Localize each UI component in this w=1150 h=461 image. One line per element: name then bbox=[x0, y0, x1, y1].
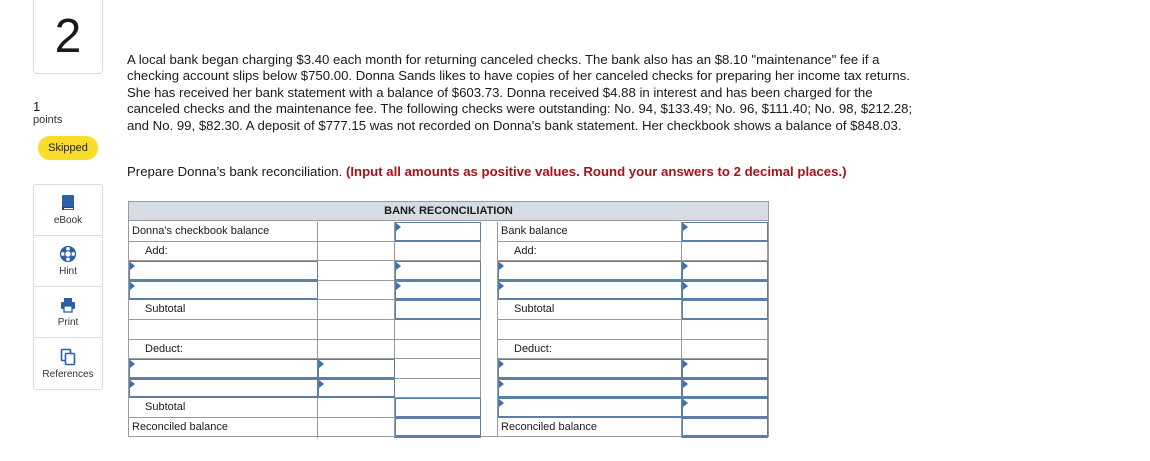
ebook-label: eBook bbox=[53, 215, 83, 226]
right-add-item-2-select[interactable] bbox=[498, 281, 682, 301]
left-subtotal-2-input[interactable] bbox=[395, 398, 481, 418]
right-add-amount-1-input[interactable] bbox=[682, 261, 768, 281]
left-deduct-label: Deduct: bbox=[129, 340, 318, 360]
blank-cell bbox=[318, 340, 395, 360]
left-deduct-amount-1-input[interactable] bbox=[318, 359, 395, 379]
left-add-item-2-select[interactable] bbox=[129, 281, 318, 301]
left-add-amount-2-input[interactable] bbox=[395, 281, 481, 301]
left-add-item-1-select[interactable] bbox=[129, 261, 318, 281]
right-add-amount-2-input[interactable] bbox=[682, 281, 768, 301]
left-add-amount-1-input[interactable] bbox=[395, 261, 481, 281]
right-deduct-label: Deduct: bbox=[498, 340, 682, 360]
printer-icon bbox=[59, 296, 77, 314]
left-subtotal-1-label: Subtotal bbox=[129, 300, 318, 320]
hint-button[interactable] bbox=[34, 236, 102, 287]
blank-cell bbox=[129, 320, 318, 340]
center-divider bbox=[481, 222, 498, 437]
blank-cell bbox=[318, 398, 395, 418]
bank-balance-input[interactable] bbox=[682, 222, 768, 242]
tools-panel bbox=[33, 184, 103, 390]
left-subtotal-2-label: Subtotal bbox=[129, 398, 318, 418]
blank-cell bbox=[395, 242, 481, 262]
left-add-label: Add: bbox=[129, 242, 318, 262]
blank-cell bbox=[395, 379, 481, 399]
blank-cell bbox=[682, 242, 768, 262]
blank-cell bbox=[318, 242, 395, 262]
question-number: 2 bbox=[54, 10, 82, 63]
right-deduct-amount-3-input[interactable] bbox=[682, 398, 768, 418]
right-deduct-amount-1-input[interactable] bbox=[682, 359, 768, 379]
blank-cell bbox=[682, 320, 768, 340]
blank-cell bbox=[318, 261, 395, 281]
checkbook-balance-label: Donna's checkbook balance bbox=[129, 222, 318, 242]
question-text: A local bank began charging $3.40 each month for returning canceled checks. The bank also has an $8.10 "maintenance" fee if a checking account slips below $750.00. Donna Sands likes to have copies of her canceled checks for preparing her income tax returns. She has received her bank statement with a balance of $603.73. Donna received $4.88 in interest and has been charged for the canceled checks and the maintenance fee. The following checks were outstanding: No. 94, $133.49; No. 96, $111.40; No. 98, $212.28; and No. 99, $82.30. A deposit of $777.15 was not recorded on Donna's bank statement. Her checkbook shows a balance of $848.03. bbox=[127, 52, 913, 133]
blank-cell bbox=[318, 281, 395, 301]
question-number-box bbox=[33, 0, 103, 74]
right-deduct-item-3-select[interactable] bbox=[498, 398, 682, 418]
checkbook-balance-input[interactable] bbox=[395, 222, 481, 242]
right-reconciled-label: Reconciled balance bbox=[498, 418, 682, 438]
points-value: 1 bbox=[33, 99, 41, 114]
left-deduct-item-1-select[interactable] bbox=[129, 359, 318, 379]
blank-cell bbox=[318, 320, 395, 340]
instruction bbox=[127, 164, 847, 179]
left-subtotal-1-input[interactable] bbox=[395, 300, 481, 320]
right-deduct-item-1-select[interactable] bbox=[498, 359, 682, 379]
blank-cell bbox=[682, 340, 768, 360]
points-label: points bbox=[33, 114, 63, 126]
print-label: Print bbox=[57, 317, 79, 328]
left-reconciled-input[interactable] bbox=[395, 418, 481, 438]
blank-cell bbox=[498, 320, 682, 340]
right-add-label: Add: bbox=[498, 242, 682, 262]
ebook-button[interactable] bbox=[34, 185, 102, 236]
instruction-note: (Input all amounts as positive values. Round your answers to 2 decimal places.) bbox=[345, 164, 847, 179]
instruction-text: Prepare Donna’s bank reconciliation. bbox=[127, 164, 343, 179]
blank-cell bbox=[395, 359, 481, 379]
right-subtotal-input[interactable] bbox=[682, 300, 768, 320]
lifebuoy-icon bbox=[59, 245, 77, 263]
right-deduct-amount-2-input[interactable] bbox=[682, 379, 768, 399]
blank-cell bbox=[395, 320, 481, 340]
book-icon bbox=[59, 194, 77, 212]
documents-icon bbox=[59, 348, 77, 366]
blank-cell bbox=[318, 418, 395, 438]
status-badge: Skipped bbox=[38, 136, 98, 160]
blank-cell bbox=[318, 222, 395, 242]
right-deduct-item-2-select[interactable] bbox=[498, 379, 682, 399]
bank-balance-label: Bank balance bbox=[498, 222, 682, 242]
references-label: References bbox=[42, 368, 94, 380]
right-reconciled-input[interactable] bbox=[682, 418, 768, 438]
left-reconciled-label: Reconciled balance bbox=[129, 418, 318, 438]
blank-cell bbox=[318, 300, 395, 320]
blank-cell bbox=[395, 340, 481, 360]
left-deduct-item-2-select[interactable] bbox=[129, 379, 318, 399]
references-button[interactable] bbox=[34, 338, 102, 389]
left-deduct-amount-2-input[interactable] bbox=[318, 379, 395, 399]
print-button[interactable] bbox=[34, 287, 102, 338]
bank-reconciliation-table bbox=[128, 201, 769, 437]
right-subtotal-label: Subtotal bbox=[498, 300, 682, 320]
table-title: BANK RECONCILIATION bbox=[129, 202, 768, 221]
right-add-item-1-select[interactable] bbox=[498, 261, 682, 281]
hint-label: Hint bbox=[59, 266, 77, 277]
